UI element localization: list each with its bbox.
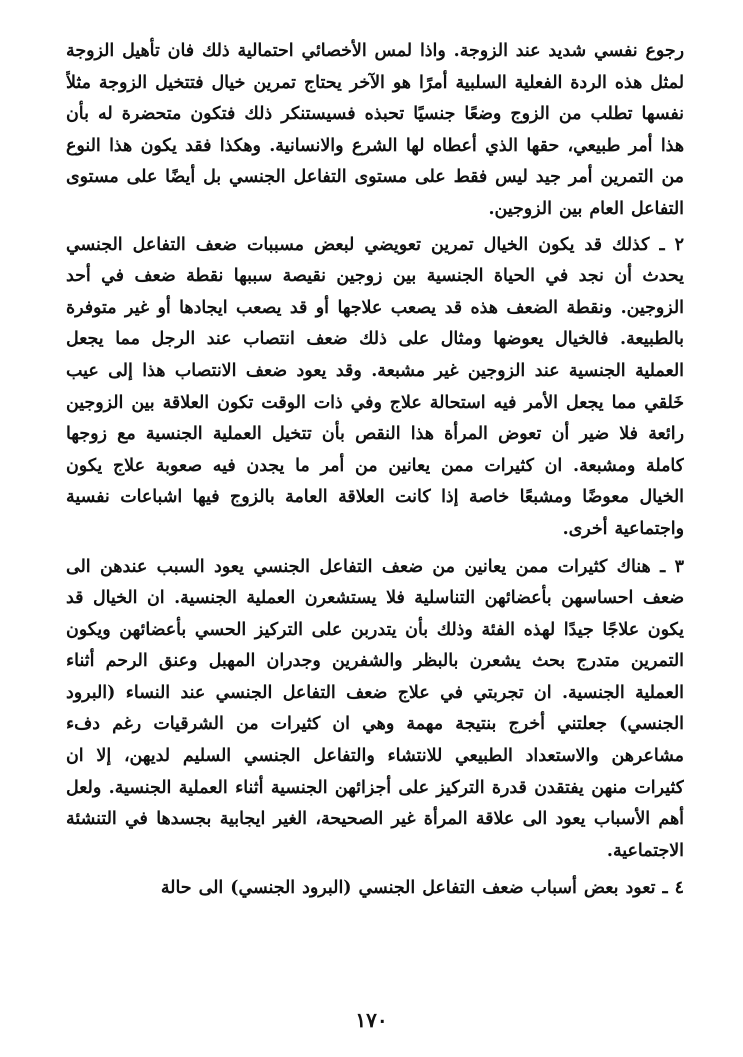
paragraph-4: ٤ ـ تعود بعض أسباب ضعف التفاعل الجنسي (البرود الجنسي) الى حالة [160, 878, 684, 899]
paragraph-1: رجوع نفسي شديد عند الزوجة. واذا لمس الأخصائي احتمالية ذلك فان تأهيل الزوجة لمثل هذه الردة الفعلية السلبية أمرًا هو الآخر يحتاج تمرين خيال فتتخيل الزوجة مثلاً نفسها تطلب من الزوج وضعًا جنسيًا تحبذه فسيستنكر ذلك فتكون متحضرة له بأن هذا أمر طبيعي، حقها الذي أعطاه لها الشرع والانسانية. وهكذا فقد يكون هذا النوع من التمرين أمر جيد ليس فقط على مستوى التفاعل الجنسي بل أيضًا على مستوى التفاعل العام بين الزوجين. [66, 41, 684, 219]
page-text-block [66, 36, 684, 996]
paragraph-2: ٢ ـ كذلك قد يكون الخيال تمرين تعويضي لبعض مسببات ضعف التفاعل الجنسي يحدث أن نجد في الحياة الجنسية بين زوجين نقيصة سببها نقطة ضعف في أحد الزوجين. ونقطة الضعف هذه قد يصعب علاجها أو قد يصعب ايجادها أو غير متوفرة بالطبيعة. فالخيال يعوضها ومثال على ذلك ضعف انتصاب عند الرجل مما يجعل العملية الجنسية عند الزوجين غير مشبعة. وقد يعود ضعف الانتصاب هذا إلى عيب خَلقي مما يجعل الأمر فيه استحالة علاج وفي ذات الوقت تكون العلاقة بين الزوجين رائعة فلا ضير أن تعوض المرأة هذا النقص بأن تتخيل العملية الجنسية مع زوجها كاملة ومشبعة. ان كثيرات ممن يعانين من أمر ما يجدن فيه صعوبة علاج يكون الخيال معوضًا ومشبعًا خاصة إذا كانت العلاقة العامة بالزوج فيها اشباعات نفسية واجتماعية أخرى. [66, 234, 684, 539]
paragraph-3: ٣ ـ هناك كثيرات ممن يعانين من ضعف التفاعل الجنسي يعود السبب عندهن الى ضعف احساسهن بأعضائهن التناسلية فلا يستشعرن العملية الجنسية. ان الخيال قد يكون علاجًا جيدًا لهذه الفئة وذلك بأن يتدربن على التركيز الحسي بأعضائهن ويكون التمرين متدرج بحث يشعرن بالبظر والشفرين وجدران المهبل وعنق الرحم أثناء العملية الجنسية. ان تجربتي في علاج ضعف التفاعل الجنسي عند النساء (البرود الجنسي) جعلتني أخرج بنتيجة مهمة وهي ان كثيرات من الشرقيات رغم دفء مشاعرهن والاستعداد الطبيعي للانتشاء والتفاعل الجنسي السليم لديهن، إلا ان كثيرات منهن يفتقدن قدرة التركيز على أجزائهن الجنسية أثناء العملية الجنسية. ولعل أهم الأسباب يعود الى علاقة المرأة غير الصحيحة، الغير ايجابية بجسدها في التنشئة الاجتماعية. [66, 556, 684, 861]
page-number: ١٧٠ [355, 1008, 388, 1032]
